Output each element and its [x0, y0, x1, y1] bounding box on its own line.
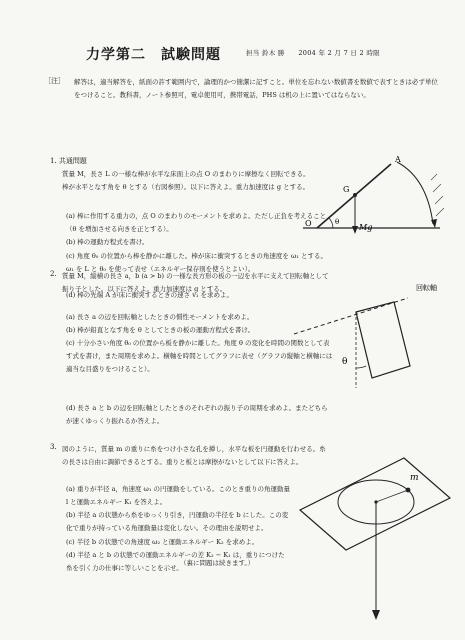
q1-item-b: (b) 棒の運動方程式を書け。 — [66, 238, 149, 246]
footer-note: （裏に問題は続きます。） — [180, 559, 255, 567]
horizontal-board — [300, 458, 450, 550]
q1-item-d: (d) 棒の先端 A が床に衝突するときの速さ v₁ を求めよ。 — [66, 291, 234, 299]
q1-item-c: (c) 角度 θ₀ の位置から棒を静かに離した。棒が床に衝突するときの角速度を ω₁ とする。ω₁ を L と θ₀ を使って表せ（エネルギー保存則を使うとよい）。 — [66, 252, 327, 273]
q2-item-a: (a) 長さ a の辺を回転軸としたときの慣性モーメントを求めよ。 — [66, 313, 254, 321]
q3-item-a: (a) 重りが半径 a，角速度 ω₁ の円運動をしている。このとき重りの角運動量 l と運動エネルギー K₁ を答えよ。 — [66, 485, 290, 506]
q2-item-c: (c) 十分小さい角度 θ₀ の位置から板を静かに離した。角度 θ の変化を時間の関数として表す式を書け，また周期を求めよ。横軸を時間としてグラフに表せ（グラフの縦軸と横軸には適当な目盛りをつけること）。 — [66, 339, 333, 373]
string-on-board — [376, 490, 408, 502]
floor-hatch — [431, 174, 444, 216]
q2-item-b: (b) 棒が鉛直となす角を θ としてときの板の運動方程式を書け。 — [66, 326, 255, 334]
label-G: G — [343, 185, 350, 194]
arc-arrowhead — [431, 219, 437, 228]
exam-title: 力学第二 試験問題 — [86, 47, 221, 63]
label-axis: 回転軸 — [416, 284, 437, 292]
q3-figure — [296, 440, 456, 630]
weight — [406, 488, 411, 493]
angle-arc — [329, 218, 333, 228]
q3-item-c: (c) 半径 b の状態での角速度 ω₂ と運動エネルギー K₂ を求めよ。 — [66, 538, 259, 546]
notice-text: 解答は，適当解答を，紙面の許す範囲内で，論理的かつ簡潔に記すこと。単位を忘れない数値書を数値で表すときは必ず単位をつけること。教科書，ノート参照可，電卓使用可，携帯電話，PHS は机の上に置いてはならない。 — [74, 78, 438, 99]
q2-item-d: (d) 長さ a と b の辺を回転軸としたときのそれぞれの振り子の周期を求めよ。またどちらが速くゆっくり振れるか答えよ。 — [66, 404, 328, 425]
gravity-arrowhead — [352, 226, 358, 234]
q3-stem: 図のように，質量 m の重りに糸をつけ小さな孔を挿し，水平な板を円運動を行わせる。糸の長さは自由に調節できるとする。重りと板とは摩擦がないとして以下に答えよ。 — [62, 445, 326, 466]
q3-item-b: (b) 半径 a の状態から糸をゆっくり引き，円運動の半径を b にした。この変化で重りが持っている角運動量は変化しない。その理由を説明せよ。 — [66, 511, 289, 532]
label-m: m — [410, 473, 419, 483]
label-A: A — [395, 155, 401, 164]
q3-number: 3. — [50, 443, 57, 451]
exam-info: 担当 鈴木 勝 2004 年 2 月 7 日 2 時限 — [246, 49, 380, 57]
label-O: O — [305, 219, 312, 228]
q2-figure — [290, 268, 460, 408]
q1-stem: 質量 M，長さ L の一様な棒が水平な床面上の点 O のまわりに摩擦なく回転できる。棒が水平となす角を θ とする（右図参照）。以下に答えよ。重力加速度は g とする。 — [62, 170, 310, 191]
label-Mg: Mg — [359, 223, 373, 232]
label-theta-q2: θ — [342, 357, 348, 367]
q1-item-a: (a) 棒に作用する重力の，点 O のまわりのモーメントを求めよ。ただし正負を考えること（θ を増加させる向きを正とする）。 — [66, 212, 327, 233]
angle-arc-q2 — [356, 366, 366, 368]
pull-arrowhead — [372, 610, 380, 620]
q2-number: 2. — [50, 270, 57, 278]
q3-item-d: (d) 半径 a と b の状態での運動エネルギーの差 K₂ − K₁ は，重りにつけた糸を引く力の仕事に等しいことを示せ。 — [66, 551, 285, 572]
swing-arc — [397, 162, 433, 224]
q1-figure — [295, 150, 455, 250]
q1-number: 1. 共通問題 — [50, 157, 87, 165]
notice-label: ［注］ — [44, 77, 65, 85]
q2-stem: 質量 M，縦横の長さ a，b (a > b) の一様な長方形の板の一辺を水平に支えて回転軸として振り子とした。以下に答えよ。重力加速度は g とする。 — [62, 272, 329, 293]
label-theta: θ — [335, 218, 340, 226]
